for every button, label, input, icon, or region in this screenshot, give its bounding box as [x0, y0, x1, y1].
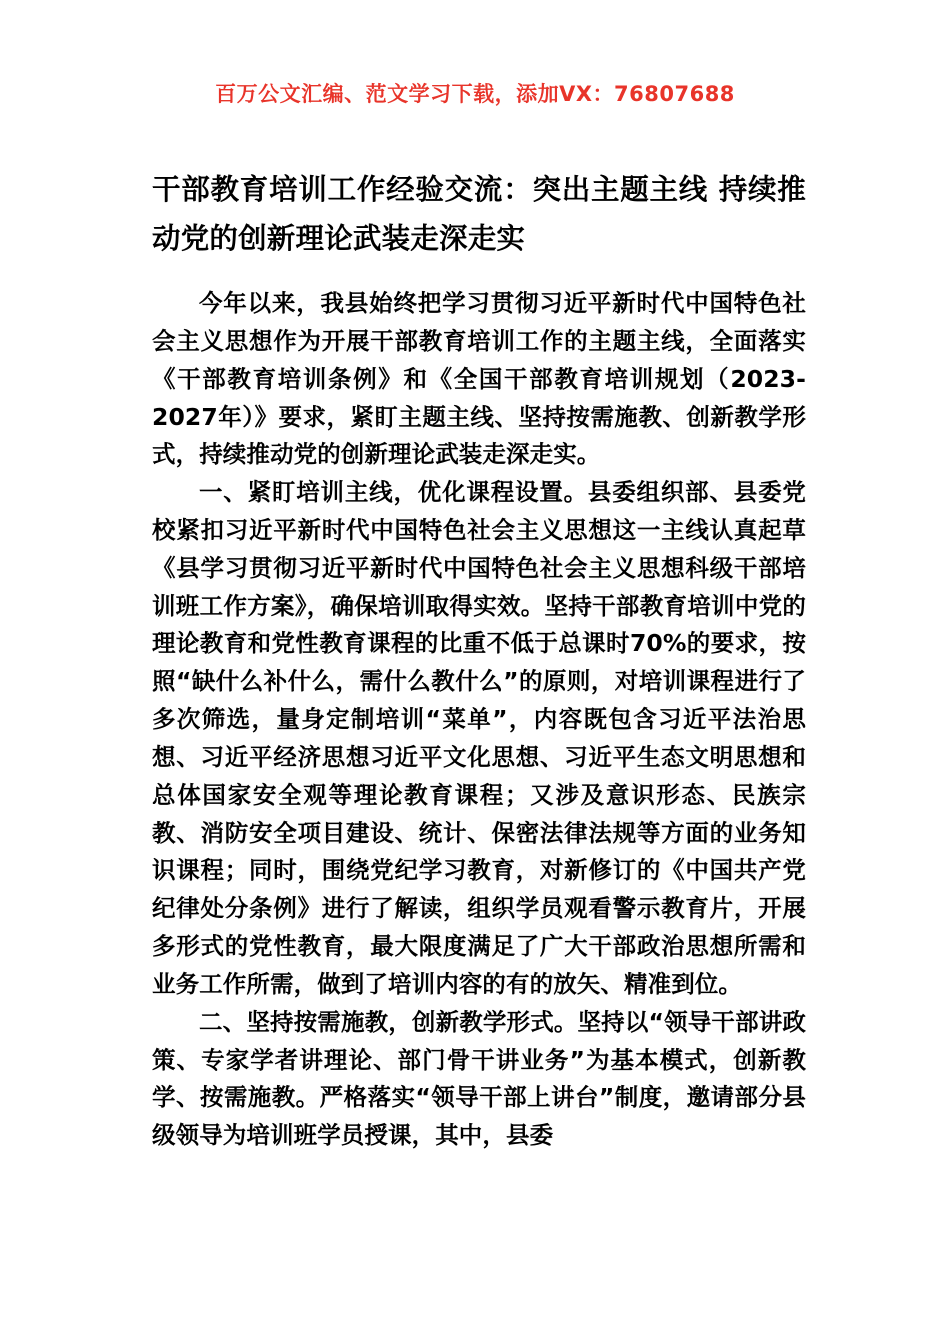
paragraph-1: 今年以来，我县始终把学习贯彻习近平新时代中国特色社会主义思想作为开展干部教育培训工作的主题主线，全面落实《干部教育培训条例》和《全国干部教育培训规划（2023-2027年）》要求，紧盯主题主线、坚持按需施教、创新教学形式，持续推动党的创新理论武装走深走实。 — [152, 289, 806, 469]
paragraph-3: 二、坚持按需施教，创新教学形式。坚持以“领导干部讲政策、专家学者讲理论、部门骨干讲业务”为基本模式，创新教学、按需施教。严格落实“领导干部上讲台”制度，邀请部分县级领导为培训班学员授课，其中，县委 — [152, 1007, 806, 1150]
page-title: 干部教育培训工作经验交流：突出主题主线 持续推动党的创新理论武装走深走实 — [152, 173, 806, 256]
paragraph-2: 一、紧盯培训主线，优化课程设置。县委组织部、县委党校紧扣习近平新时代中国特色社会主义思想这一主线认真起草《县学习贯彻习近平新时代中国特色社会主义思想科级干部培训班工作方案》，确保培训取得实效。坚持干部教育培训中党的理论教育和党性教育课程的比重不低于总课时70%的要求，按照“缺什么补什么，需什么教什么”的原则，对培训课程进行了多次筛选，量身定制培训“菜单”，内容既包含习近平法治思想、习近平经济思想习近平文化思想、习近平生态文明思想和总体国家安全观等理论教育课程；又涉及意识形态、民族宗教、消防安全项目建设、统计、保密法律法规等方面的业务知识课程；同时，围绕党纪学习教育，对新修订的《中国共产党纪律处分条例》进行了解读，组织学员观看警示教育片，开展多形式的党性教育，最大限度满足了广大干部政治思想所需和业务工作所需，做到了培训内容的有的放矢、精准到位。 — [152, 478, 806, 998]
document-body — [152, 165, 806, 1155]
watermark-banner: 百万公文汇编、范文学习下载，添加VX：76807688 — [215, 82, 735, 106]
